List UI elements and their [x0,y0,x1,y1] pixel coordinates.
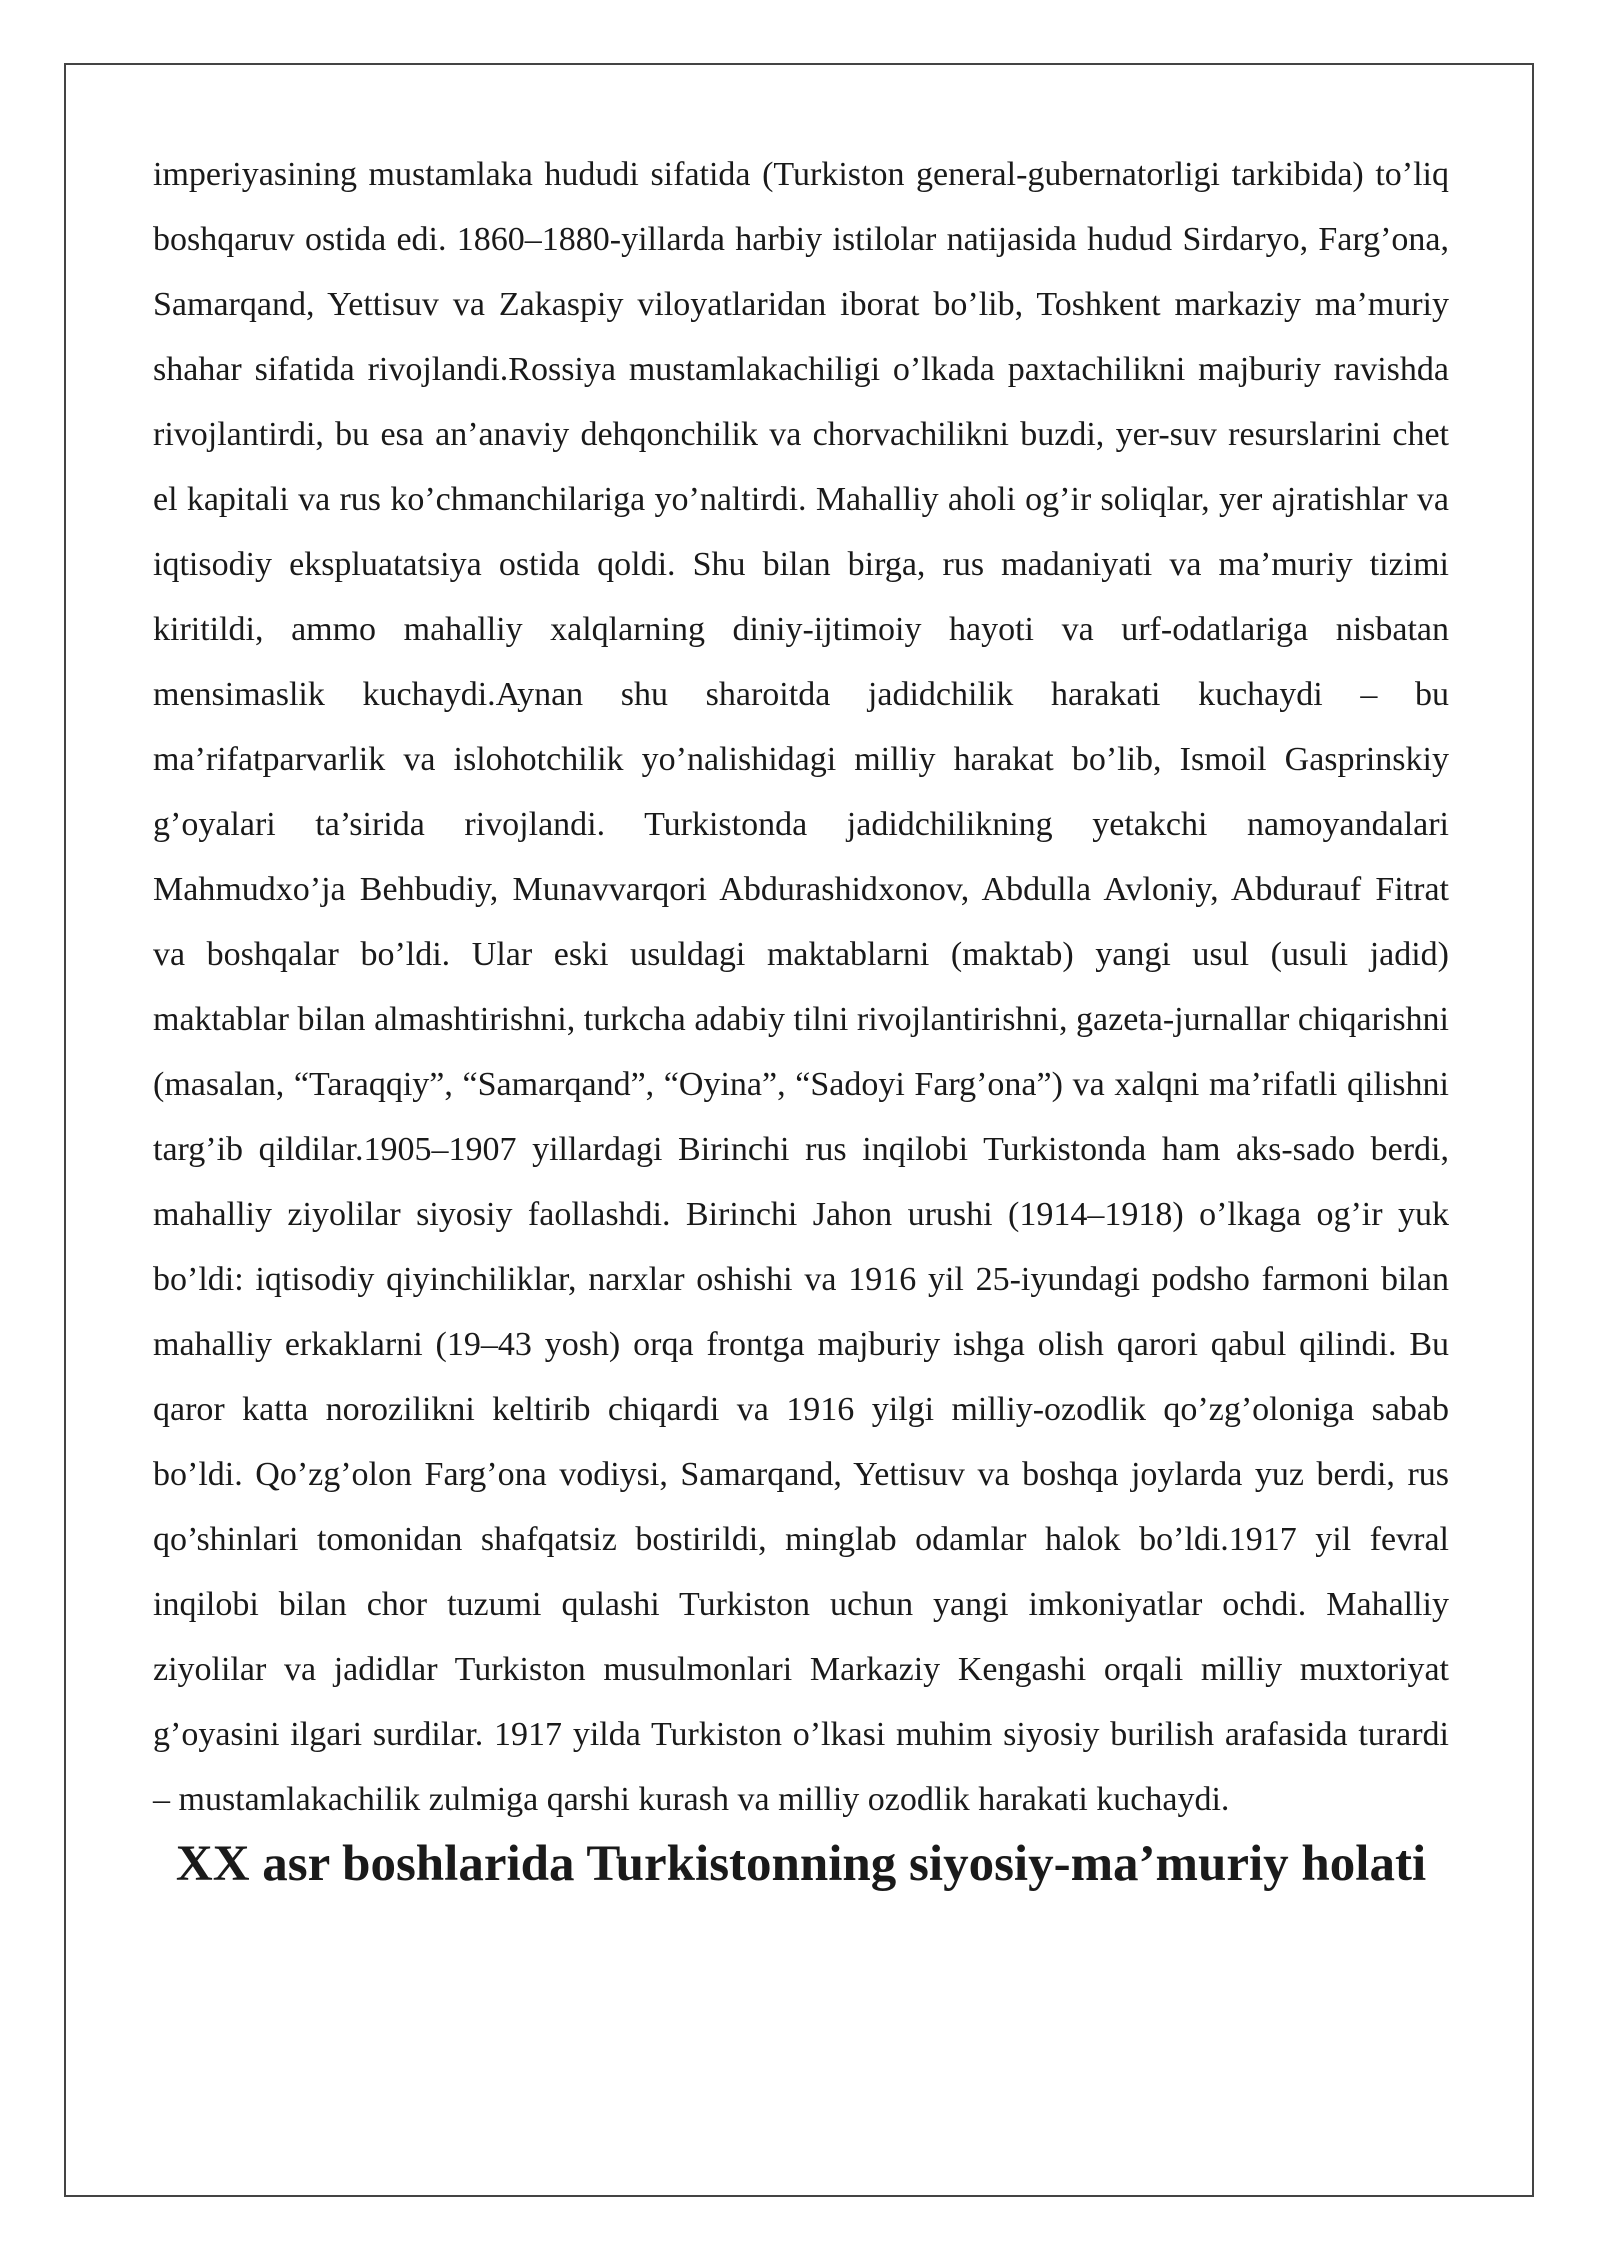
body-paragraph: imperiyasining mustamlaka hududi sifatida (Turkiston general-gubernatorligi tarkibida) to’liq boshqaruv ostida edi. 1860–1880-yillarda harbiy istilolar natijasida hudud Sirdaryo, Farg’ona, Samarqand, Yettisuv va Zakaspiy viloyatlaridan iborat bo’lib, Toshkent markaziy ma’muriy shahar sifatida rivojlandi.Rossiya mustamlakachiligi o’lkada paxtachilikni majburiy ravishda rivojlantirdi, bu esa an’anaviy dehqonchilik va chorvachilikni buzdi, yer-suv resurslarini chet el kapitali va rus ko’chmanchilariga yo’naltirdi. Mahalliy aholi og’ir soliqlar, yer ajratishlar va iqtisodiy ekspluatatsiya ostida qoldi. Shu bilan birga, rus madaniyati va ma’muriy tizimi kiritildi, ammo mahalliy xalqlarning diniy-ijtimoiy hayoti va urf-odatlariga nisbatan mensimaslik kuchaydi.Aynan shu sharoitda jadidchilik harakati kuchaydi – bu ma’rifatparvarlik va islohotchilik yo’nalishidagi milliy harakat bo’lib, Ismoil Gasprinskiy g’oyalari ta’sirida rivojlandi. Turkistonda jadidchilikning yetakchi namoyandalari Mahmudxo’ja Behbudiy, Munavvarqori Abdurashidxonov, Abdulla Avloniy, Abdurauf Fitrat va boshqalar bo’ldi. Ular eski usuldagi maktablarni (maktab) yangi usul (usuli jadid) maktablar bilan almashtirishni, turkcha adabiy tilni rivojlantirishni, gazeta-jurnallar chiqarishni (masalan, “Taraqqiy”, “Samarqand”, “Oyina”, “Sadoyi Farg’ona”) va xalqni ma’rifatli qilishni targ’ib qildilar.1905–1907 yillardagi Birinchi rus inqilobi Turkistonda ham aks-sado berdi, mahalliy ziyolilar siyosiy faollashdi. Birinchi Jahon urushi (1914–1918) o’lkaga og’ir yuk bo’ldi: iqtisodiy qiyinchiliklar, narxlar oshishi va 1916 yil 25-iyundagi podsho farmoni bilan mahalliy erkaklarni (19–43 yosh) orqa frontga majburiy ishga olish qarori qabul qilindi. Bu qaror katta norozilikni keltirib chiqardi va 1916 yilgi milliy-ozodlik qo’zg’oloniga sabab bo’ldi. Qo’zg’olon Farg’ona vodiysi, Samarqand, Yettisuv va boshqa joylarda yuz berdi, rus qo’shinlari tomonidan shafqatsiz bostirildi, minglab odamlar halok bo’ldi.1917 yil fevral inqilobi bilan chor tuzumi qulashi Turkiston uchun yangi imkoniyatlar ochdi. Mahalliy ziyolilar va jadidlar Turkiston musulmonlari Markaziy Kengashi orqali milliy muxtoriyat g’oyasini ilgari surdilar. 1917 yilda Turkiston o’lkasi muhim siyosiy burilish arafasida turardi – mustamlakachilik zulmiga qarshi kurash va milliy ozodlik harakati kuchaydi. [153,156,1449,1818]
page-content [153,142,1449,1897]
section-heading: XX asr boshlarida Turkistonning siyosiy-ma’muriy holati [175,1836,1427,1892]
